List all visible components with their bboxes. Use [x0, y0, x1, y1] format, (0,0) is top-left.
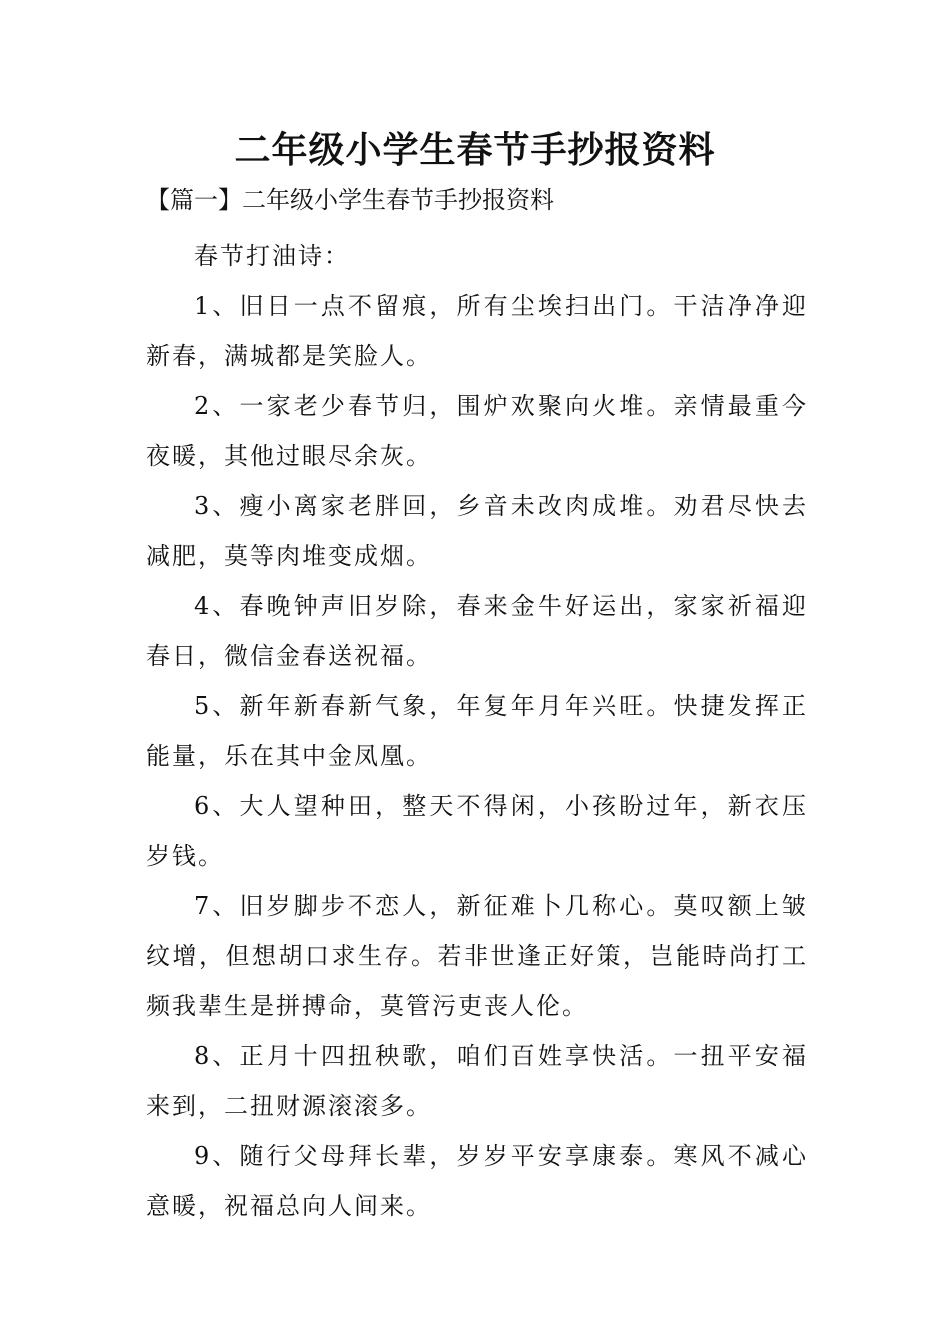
poem-paragraph: 7、旧岁脚步不恋人，新征难卜几称心。莫叹额上皱纹增，但想胡口求生存。若非世逢正好策，岂能時尚打工频我辈生是拼搏命，莫管污吏丧人伦。 — [146, 892, 808, 1020]
poem-paragraph: 5、新年新春新气象，年复年月年兴旺。快捷发挥正能量，乐在其中金凤凰。 — [146, 692, 808, 770]
intro-paragraph: 春节打油诗： — [194, 242, 350, 270]
poem-paragraph: 9、随行父母拜长辈，岁岁平安享康泰。寒风不减心意暖，祝福总向人间来。 — [146, 1142, 808, 1220]
poem-paragraph: 4、春晚钟声旧岁除，春来金牛好运出，家家祈福迎春日，微信金春送祝福。 — [146, 592, 808, 670]
document-body — [146, 231, 808, 1231]
poem-paragraph: 2、一家老少春节归，围炉欢聚向火堆。亲情最重今夜暖，其他过眼尽余灰。 — [146, 392, 808, 470]
poem-paragraph: 8、正月十四扭秧歌，咱们百姓享快活。一扭平安福来到，二扭财源滚滚多。 — [146, 1042, 808, 1120]
section-heading: 【篇一】二年级小学生春节手抄报资料 — [146, 186, 554, 214]
poem-paragraph: 1、旧日一点不留痕，所有尘埃扫出门。干洁净净迎新春，满城都是笑脸人。 — [146, 292, 808, 370]
document-title: 二年级小学生春节手抄报资料 — [234, 129, 716, 171]
poem-paragraph: 3、瘦小离家老胖回，乡音未改肉成堆。劝君尽快去减肥，莫等肉堆变成烟。 — [146, 492, 808, 570]
poem-paragraph: 6、大人望种田，整天不得闲，小孩盼过年，新衣压岁钱。 — [146, 792, 808, 870]
